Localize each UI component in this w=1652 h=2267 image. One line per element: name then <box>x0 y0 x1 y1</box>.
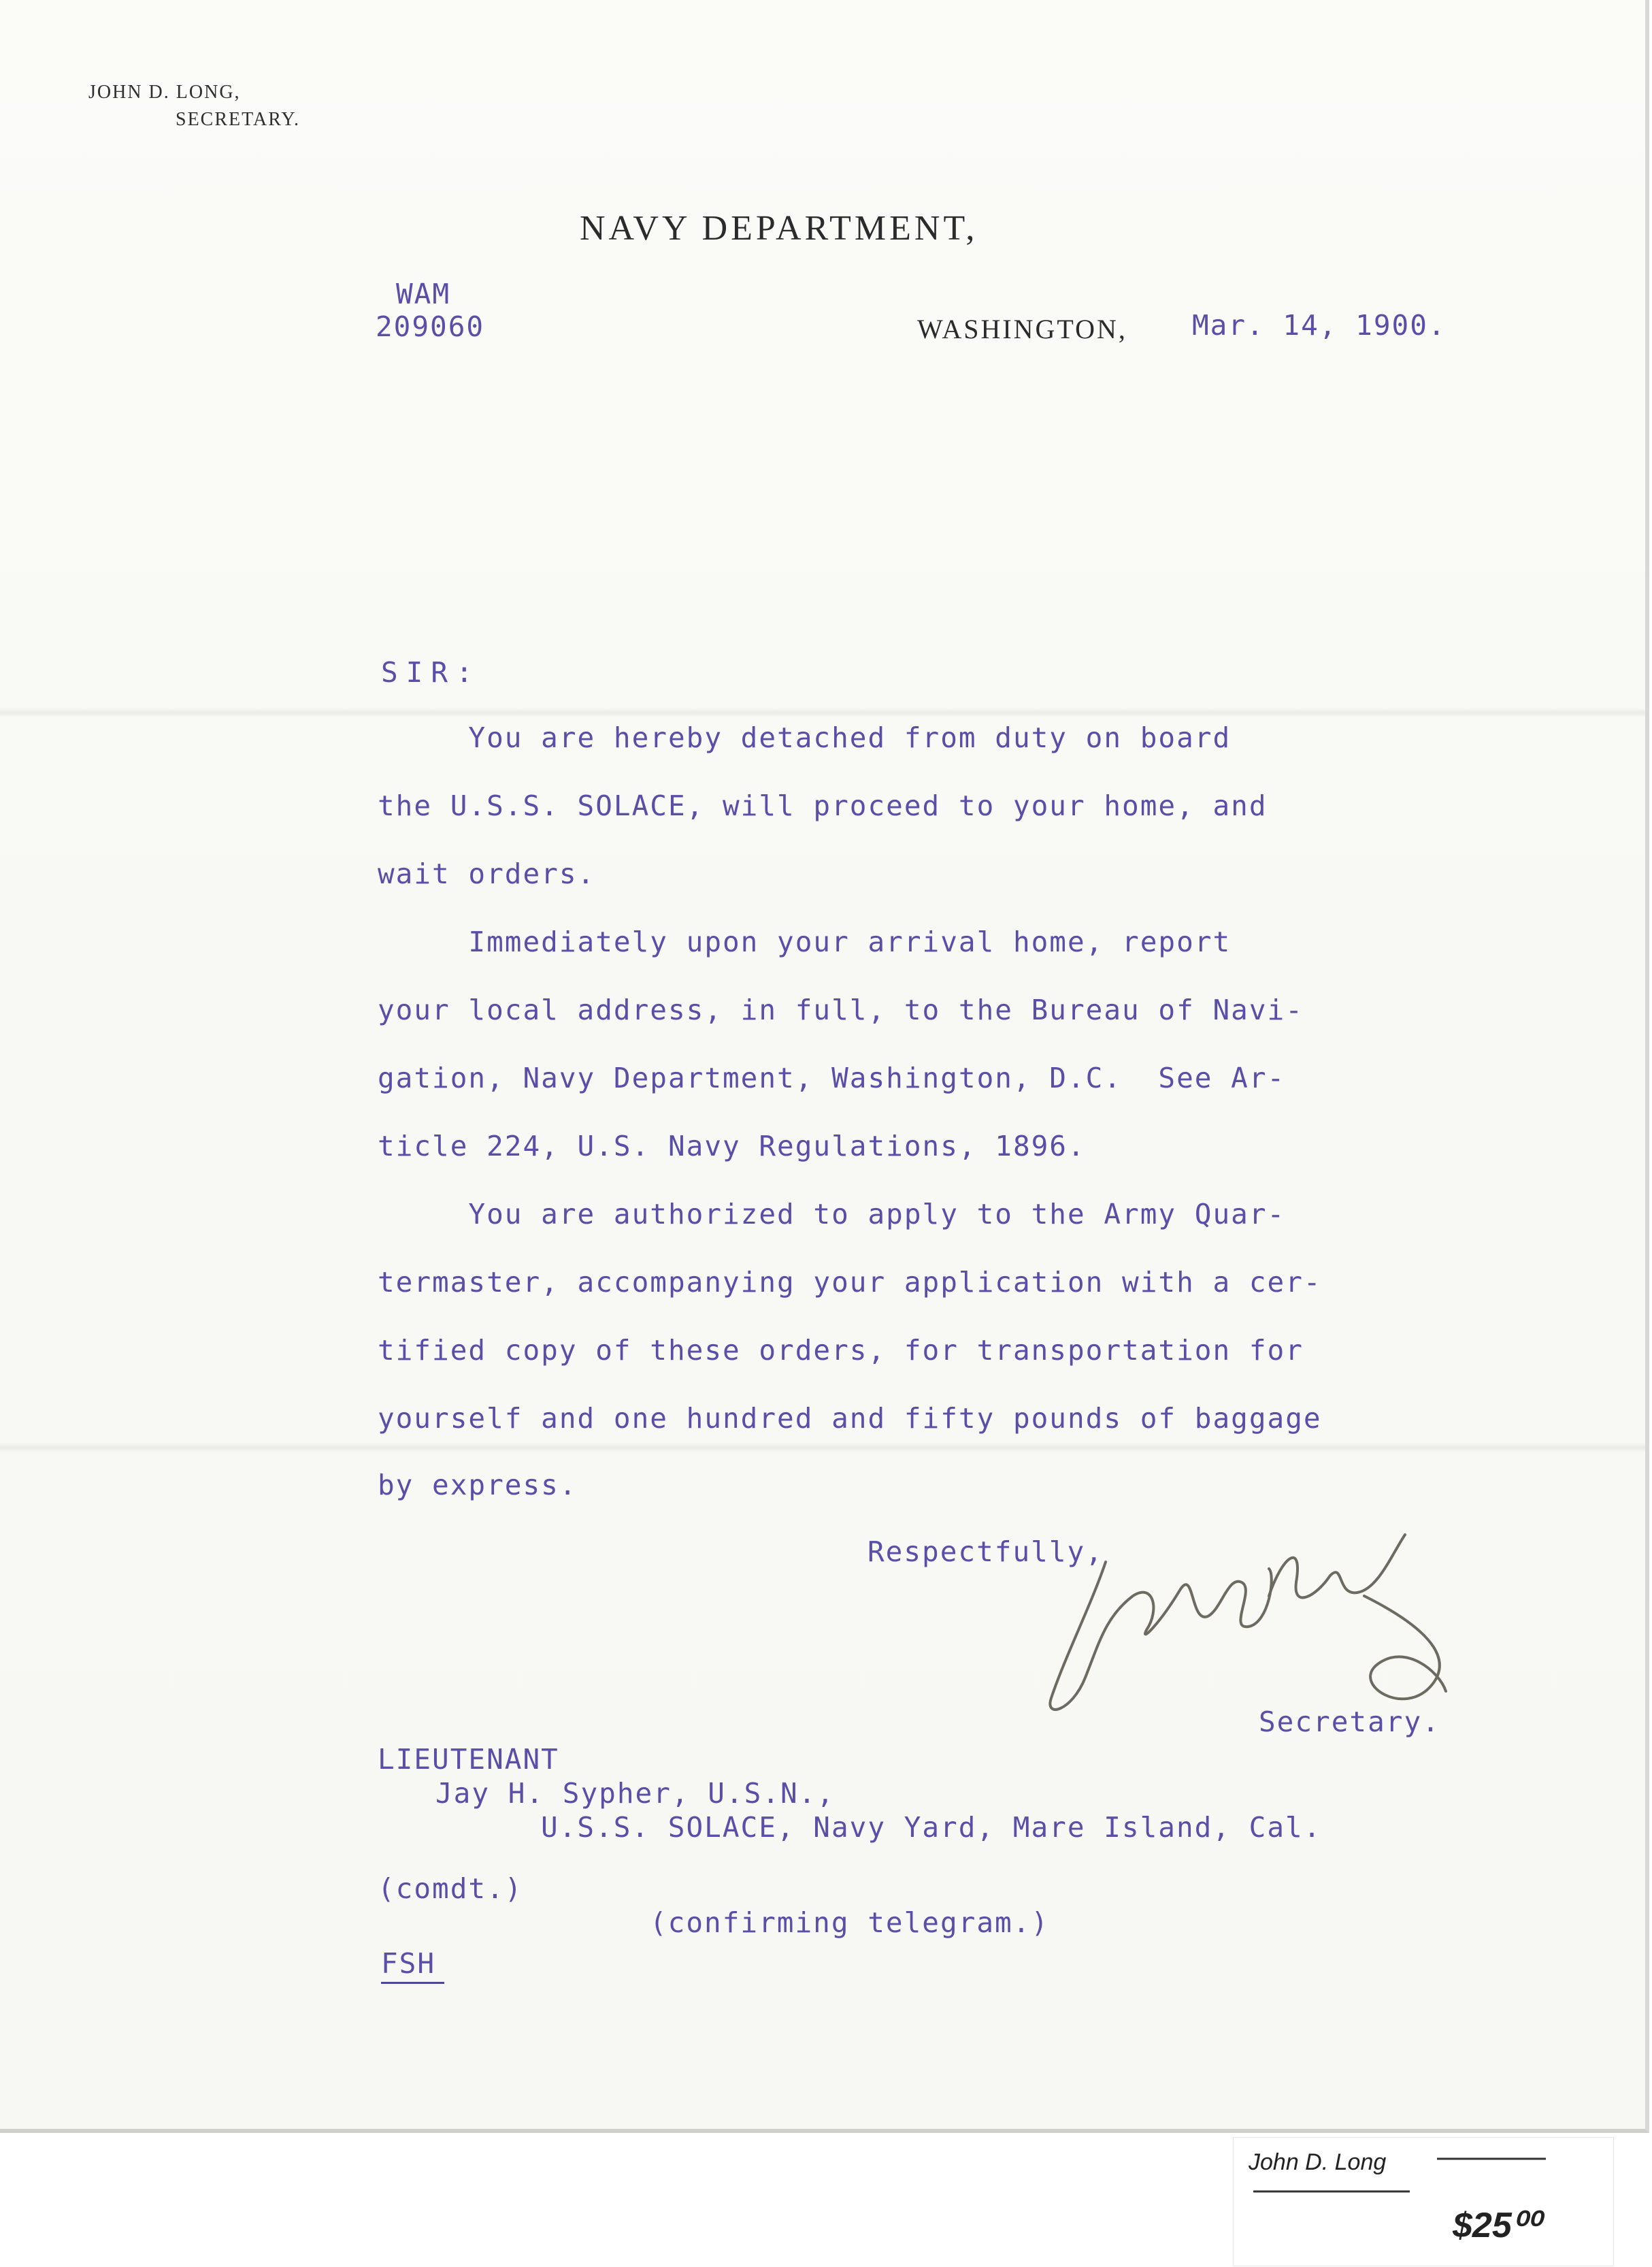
letterhead-name: JOHN D. LONG, <box>88 82 241 103</box>
initials-underline <box>381 1982 444 1984</box>
addressee-name: Jay H. Sypher, U.S.N., <box>435 1777 836 1810</box>
body-line: tified copy of these orders, for transportation for <box>378 1334 1304 1367</box>
note-comdt: (comdt.) <box>378 1872 523 1905</box>
body-line: by express. <box>378 1469 578 1501</box>
addressee-rank: LIEUTENANT <box>378 1743 559 1776</box>
sale-tag-price: $25⁰⁰ <box>1453 2206 1540 2245</box>
sale-tag-name: John D. Long <box>1249 2149 1387 2175</box>
body-line: You are hereby detached from duty on board <box>378 721 1232 754</box>
body-line: Immediately upon your arrival home, report <box>378 926 1232 958</box>
body-line: yourself and one hundred and fifty pounds of baggage <box>378 1402 1322 1435</box>
body-line: gation, Navy Department, Washington, D.C. See Ar- <box>378 1062 1286 1094</box>
body-line: the U.S.S. SOLACE, will proceed to your home, and <box>378 789 1268 822</box>
department-heading: NAVY DEPARTMENT, <box>580 209 978 248</box>
body-line: ticle 224, U.S. Navy Regulations, 1896. <box>378 1130 1086 1162</box>
reference-initials: WAM <box>396 278 451 310</box>
letter-date: Mar. 14, 1900. <box>1192 309 1447 342</box>
letterhead-title: SECRETARY. <box>176 109 300 130</box>
addressee-address: U.S.S. SOLACE, Navy Yard, Mare Island, Cal. <box>541 1811 1322 1844</box>
body-line: termaster, accompanying your application with a cer- <box>378 1266 1322 1299</box>
body-line: your local address, in full, to the Bureau of Navi- <box>378 994 1304 1026</box>
paper-fold <box>0 1443 1645 1452</box>
closing: Respectfully, <box>868 1535 1104 1568</box>
typist-initials: FSH <box>381 1947 436 1980</box>
place-name: WASHINGTON, <box>917 314 1127 344</box>
salutation: SIR: <box>381 656 481 689</box>
signature-title: Secretary. <box>1259 1706 1440 1738</box>
body-line: You are authorized to apply to the Army Quar- <box>378 1198 1286 1230</box>
note-telegram: (confirming telegram.) <box>650 1906 1050 1939</box>
paper-fold <box>0 708 1645 717</box>
body-line: wait orders. <box>378 858 596 890</box>
reference-number: 209060 <box>376 310 485 343</box>
